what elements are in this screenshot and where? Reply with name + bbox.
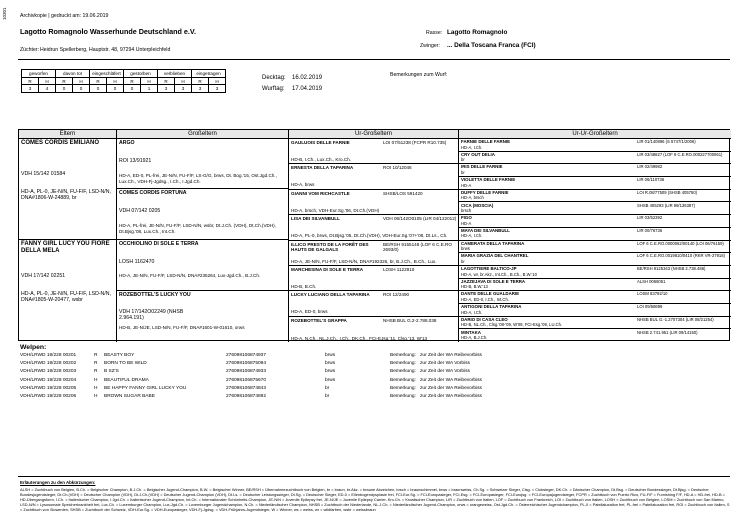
dog-name: COMES CORDIS EMILIANO [21, 140, 100, 146]
dog-reg: VDH 17/142 02251 [21, 273, 66, 279]
wurf-date: 17.04.2019 [292, 86, 323, 92]
puppy-sex: R [94, 353, 98, 358]
puppy-rem-label: Bemerkung: [390, 353, 416, 358]
dog-info: HD-B, NL.Ch., Clsg.'08-'09, W'09, FCI-Esg.'09, LU.Ch. [461, 322, 563, 328]
great-grandparent [289, 317, 459, 342]
dog-reg: LOSM 83792/10 [637, 291, 668, 297]
dog-info: HD-A, ED-0, I.Ch., Int.Ch. [461, 296, 509, 302]
puppy-sex: H [94, 377, 98, 383]
dog-info: HD-A, PL-0, JE-N/N, FU-F/F, LSD-N/N, DNA#1806-W-24889, br [21, 189, 111, 202]
dog-name: DARIO DI CASA CLEO [461, 316, 508, 322]
dog-info: br [461, 157, 465, 163]
puppy-reg: VDH/LRWD 19/228 00201 [20, 353, 77, 358]
dog-info: HD-A [461, 182, 472, 188]
dog-reg: VDH 17/142O02249 (NHSB 2.964.191) [119, 309, 184, 322]
count-value: 0 [90, 85, 107, 93]
breeder-label: Züchter: [20, 47, 40, 53]
dog-name: FIGO [461, 215, 472, 221]
puppy-name: BEASTY BOY [104, 353, 135, 358]
count-sub: R [56, 77, 73, 85]
great-great-grandparent [459, 139, 731, 152]
wurf-label: Wurftag: [262, 86, 285, 92]
dog-name: FANNY GIRL LUCY YOU FIORE DELLA MELA [21, 241, 110, 254]
dog-info: br [461, 169, 465, 175]
puppy-color: br [325, 394, 330, 399]
count-value: 3 [192, 85, 209, 93]
dog-name: IRIS DELLE FARNIE [461, 164, 503, 170]
dog-name: ANTIGONI DELLA TAPARINA [461, 304, 522, 310]
dog-info: HD-A, PL-0, JE-N/N, FU-F/F, LSD-N/N, DNA#1805-W-20477, wsbr [21, 291, 111, 304]
dog-name: MARCHESINA DI SOLE E TERRA [291, 267, 364, 272]
dog-reg: LOI R.08/77509 (SHSB 405750) [637, 189, 698, 195]
footer-title: Erläuterungen zu den Abkürzungen: [20, 480, 96, 485]
dog-info: HD-A, ED-0, brws [291, 309, 328, 315]
deck-label: Decktag: [262, 75, 286, 81]
dog-name: MINTAKA [461, 329, 481, 335]
count-value: 3 [158, 85, 175, 93]
count-sub: R [90, 77, 107, 85]
dog-name: VIOLETTA DELLE FARNIE [461, 177, 516, 183]
dog-info: HD-A, PL-frei, JE-N/N, FU-F/F, LSD-N/N, wsbr, Dt.J.Ch. (VDH), Dt.Ch.(VDH), Dt.Bjsg.'08, Lux.Ch., Int.Ch. [119, 223, 276, 234]
great-great-grandparent [459, 317, 731, 330]
dog-reg: LOI 09/58699 [637, 304, 663, 310]
dog-info: HD-A, brsch, VDH-Eur.Sg.'06, Dt.Ch.(VDH) [291, 207, 380, 213]
dog-name: CAMERATA DELLA TAPARINA [461, 240, 525, 246]
dog-reg: LOSH 1122910 [383, 267, 415, 272]
dog-reg: LOSH 1162470 [119, 259, 155, 266]
puppy-color: brws [325, 377, 336, 383]
dog-name: DANTE DELLE GUALDARIE [461, 291, 520, 297]
great-grandparent [289, 266, 459, 291]
col-header-grandparents: Großeltern [117, 130, 289, 139]
puppy-rem-label: Bemerkung: [390, 385, 416, 391]
puppy-rem-label: Bemerkung: [390, 394, 416, 399]
dog-name: ARGO [119, 140, 135, 146]
dog-name: ROZEBOTTEL'S LUCKY YOU [119, 292, 191, 298]
great-great-grandparent [459, 330, 731, 343]
kennel-value: ... Della Toscana Franca (FCI) [447, 42, 536, 49]
great-great-grandparent [459, 203, 731, 216]
great-great-grandparent [459, 266, 731, 279]
dog-name: GIANNI VOM RICHCASTLE [291, 190, 350, 196]
dog-name: LAGOTTIERE BALTICO-JP [461, 266, 517, 271]
dog-reg: SHSB/LOS 591420 [383, 190, 423, 196]
dog-info: HD-A, brsch [461, 195, 484, 201]
puppy-reg: VDH/LRWD 19/228 00202 [20, 361, 77, 367]
dog-reg: VDH 06/142O0105 (LIR 04/122012) [383, 216, 457, 222]
puppy-rem-label: Bemerkung: [390, 369, 416, 375]
puppy-color: brws [325, 369, 336, 375]
dog-info: HD-A, I.Ch. [461, 144, 483, 150]
puppy-reg: VDH/LRWD 19/228 00204 [20, 377, 77, 383]
count-sub: H [209, 77, 226, 85]
dog-reg: SHSB 405293 (LIR 99/136387) [637, 202, 695, 208]
dog-name: CRY OUT DELIA [461, 151, 495, 157]
great-great-grandparent [459, 279, 731, 292]
pedigree-table [18, 129, 730, 341]
col-header-parents: Eltern [19, 130, 117, 139]
dog-reg: LOF 6 C.E.RO.0000062/00140 (LOI 06/76159) [637, 240, 724, 246]
great-grandparent [289, 215, 459, 240]
dog-info: HD-A [461, 220, 472, 226]
dog-info: HD-B, B.W.'13 [461, 284, 488, 290]
great-great-grandparent [459, 291, 731, 304]
count-sub: H [141, 77, 158, 85]
dog-name: LUCKY LUCIANO DELLA TAPARINA [291, 292, 370, 298]
puppy-name: BEAUTIFUL DRAMA [104, 377, 149, 383]
count-sub: R [192, 77, 209, 85]
great-great-grandparent [459, 304, 731, 317]
col-header-great-grandparents: Ur-Großeltern [289, 130, 459, 139]
dog-info: HD-A, JE-N/N, FU-F/F, LSD-N/N, DNA#192326, br, B.J.Ch., B.Ch., Lux. [291, 258, 437, 264]
grandparent [117, 291, 289, 342]
puppy-rem-label: Bemerkung: [390, 377, 416, 383]
dog-info: HD-B, B.Ch. [291, 283, 317, 289]
count-value: 4 [39, 85, 56, 93]
great-great-grandparent [459, 253, 731, 266]
kennel-label: Zwinger: [420, 43, 440, 49]
great-great-grandparent [459, 164, 731, 177]
footer-text: ALSH = Zuchtbuch von Belgien, B.Ch. = Belgischer Champion, B.J.Ch. = Belgischer Jugend-Champion, B.W. = Belgischer Winner, BE/RSH = Übernahmezuchtbuch von Belgien, br = braun, br.Akz. = braune Abzeichen, brsch = braunschimmel, brws = braunweiss, Ch.Sg. = Schweizer Sieger, Clsg. = Clubsieger, DK.Ch. = Dänischer Champion, Dt.Bsg. = Deutscher Bundessieger, Dt.Bjsg. = Deutscher Bundesjugendsieger, Dt.Ch.(VDH) = Deutscher Champion (VDH), Dt.J.Ch.(VDH) = Deutscher Jugend-Champion (VDH), Dt.Ls. = Deutscher Leistungssieger, Dt.Sg. = Deutscher Sieger, ED-0 = Ellenbogendysplasie frei, FCI-Eur.Sg. = FCI-Europasieger, FCI-Esg. = FCI-Europasieger, FCI-Eurojsg. = FCI-Europajugendsieger, FCPR = Zuchtbuch von Puerto Rico, FU-F/F = Furnishing F/F, HD-A = HD-frei, HD-B = HD-Übergangsform, I.Ch. = Italienischer Champion, I.Jgd.Ch. = Italienischer Jugend-Champion, Int.Ch. = Internationaler Schönheits-Champion, JE-N/N = Juvenile Epilepsy frei, JE-N/JE = Juvenile Epilepsy Carrier, Kro.Ch. = Kroatischer Champion, LIR = Zuchtbuch von Italien, LOF = Zuchtbuch von Frankreich, LOI = Zuchtbuch von Italien, LOSH = Zuchtbuch von Belgien, LOSM = Zuchtbuch von San Marino, LSD-N/N = Lysosomale Speicherkrankheit frei, Lux.Ch. = Luxemburger Champion, Lux-Jgd.Ch. = Luxemburger Jugendchampion, N.Ch. = Niederländischer Champion, NHSB = Zuchtbuch der Niederlande, NL.J.Ch. = Niederländischer Jugend-Champion, orws = orangeweiss, Ost.Jgd.Ch. = Österreichischer Jugendchampion, PL-0 = Patellaluxation frei, PL-frei = Patellaluxation frei, ROI = Zuchtbuch von Italien, S = Zuchtbuch von Slowenien, SHSB = Zuchtbuch der Schweiz, VDH-Eur.Sg. = VDH-Europasieger, VDH-Fj-Jgdsg. = VDH-Frühjahrs-Jugendsieger, W = Winner, ws = weiss, wr = wildfarben, wsbr = weissbraun [20, 487, 730, 512]
dog-reg: LOF 6 C.E.RO.0019810/0410 (RKR VR-27918) [637, 253, 725, 259]
dog-reg: LOI 07/51238 (FCPR R10.735) [383, 140, 447, 145]
count-group: gestorben [124, 70, 158, 78]
dog-name: COMES CORDIS FORTUNA [119, 190, 187, 196]
puppy-chip: 276098106874937 [226, 353, 267, 358]
dog-reg: LIR 06/110736 [637, 177, 665, 183]
dog-name: GAULUOIS DELLE FARNIE [291, 140, 350, 145]
count-value: 0 [107, 85, 124, 93]
dog-reg: LIR 03/52392 [637, 215, 663, 221]
dog-reg: ROI 13/91921 [119, 158, 152, 165]
dog-reg: VDH 07/142 0205 [119, 208, 161, 215]
dog-reg: ROI 10/12046 [383, 165, 412, 171]
dog-name: LISA DEI SILVANBULL [291, 216, 340, 222]
side-code: 10301 [2, 7, 7, 20]
grandparent [117, 240, 289, 291]
dog-info: HD-A, PL-0, brws, Dt.Bjsg.'05, Dt.Ch.(VDH), VDH-Eur.Sg.'07+'08, Dt.Ls., Ch. [291, 233, 448, 239]
count-sub: R [124, 77, 141, 85]
puppy-sex: H [94, 385, 98, 391]
litter-counts-table [21, 69, 226, 93]
puppy-name: B SZ'S [104, 369, 119, 375]
dog-reg: VDH 15/142 01584 [21, 171, 66, 177]
dog-info: HD-A, N.Ch., NL.J.Ch., I.Ch., DK.Ch., FCI-EJsg.'11, Clsg.'13, W'13 [291, 335, 428, 341]
count-value: 3 [22, 85, 39, 93]
dog-name: ROZEBOTTEL'S GRAPPA [291, 317, 347, 323]
dog-info: HD-A, I.Ch. [461, 309, 483, 315]
parent-dam [19, 240, 117, 342]
puppy-chip: 276098106875094 [226, 361, 267, 367]
dog-info: HD-A, wr, br.Akz., Int.Ch., B.Ch., B.W.'10 [461, 271, 537, 277]
dog-reg: LIR 01/140896 (S 5747/1/2006) [637, 139, 696, 144]
club-name: Lagotto Romagnolo Wasserhunde Deutschland e.V. [20, 27, 196, 36]
puppy-rem-label: Bemerkung: [390, 361, 416, 367]
puppy-chip: 276098106874843 [226, 385, 267, 391]
breed-label: Rasse: [426, 30, 443, 36]
count-group: davon tot [56, 70, 90, 78]
count-group: eingetragen [192, 70, 226, 78]
count-value: 1 [141, 85, 158, 93]
great-grandparent [289, 241, 459, 266]
dog-reg: LIR 02/49982 [637, 164, 663, 170]
dog-name: ILLICO PRESTO DE LA FORÊT DES HAUTS DE GALGALS [291, 241, 369, 252]
count-value: 3 [209, 85, 226, 93]
puppy-chip: 276098106874933 [226, 369, 267, 375]
col-header-great-great-grandparents: Ur-Ur-Großeltern [459, 130, 731, 139]
puppy-name: BORN TO BE WILD [104, 361, 147, 367]
dog-reg: NHSB BUL G.2-2.788.038 [383, 317, 437, 323]
breeder-value: Heidrun Spellerberg, Hauptstr. 48, 97294 Unterpleichfeld [40, 47, 171, 53]
dog-reg: ALSH 0066051 [637, 278, 666, 284]
great-grandparent [289, 291, 459, 316]
count-sub: H [175, 77, 192, 85]
dog-info: HD-A, ED-0, PL-frei, JE-N/N, FU-F/F, LS-G/G, brws, Dt. Bog.'15, Ost.Jgd.Ch., Lux.Ch., VDH-Fj-Jgdsg., I.Ch., I.Jgd.Ch. [119, 173, 277, 184]
dog-reg: LIR 00/76736 [637, 227, 663, 233]
dog-info: HD-A, brws [291, 182, 315, 188]
deck-date: 16.02.2019 [292, 75, 323, 81]
puppy-name: BROWN SUGAR BABE [104, 394, 155, 399]
puppy-name: BE HAPPY FANNY GIRL LUCKY YOU [104, 385, 187, 391]
litter-remarks-label: Bemerkungen zum Wurf: [390, 72, 448, 78]
dog-info: HD-A, I.Ch. [461, 233, 483, 239]
count-sub: R [158, 77, 175, 85]
puppy-reg: VDH/LRWD 19/228 00203 [20, 369, 77, 375]
dog-info: br [461, 258, 465, 264]
count-group: verblieben [158, 70, 192, 78]
dog-reg: LIR 03/48827 (LOF 6 C.E.RO.000227700061) [637, 151, 723, 157]
footer-divider [18, 476, 730, 477]
great-great-grandparent [459, 228, 731, 241]
great-great-grandparent [459, 215, 731, 228]
parent-sire [19, 139, 117, 240]
puppy-sex: R [94, 369, 98, 375]
puppy-reg: VDH/LRWD 19/228 00205 [20, 385, 77, 391]
puppies-title: Welpen: [20, 344, 47, 351]
count-sub: H [39, 77, 56, 85]
puppy-reg: VDH/LRWD 19/228 00206 [20, 394, 77, 399]
puppy-rem: zur Zeit der WA Reibevorbiss [420, 353, 482, 358]
puppy-chip: 276098106875670 [226, 377, 267, 383]
dog-name: ERNESTA DELLA TAPARINA [291, 165, 354, 171]
count-value: 0 [56, 85, 73, 93]
count-sub: H [73, 77, 90, 85]
dog-info: HD-B, JE-N/JE, LSD-N/N, FU-F/F, DNA#1601-W-01610, orws [119, 324, 245, 330]
dog-info: HD-A, B.J.Ch. [461, 335, 488, 341]
puppy-rem: zur Zeit der WA Vorbiss [420, 369, 470, 375]
dog-name: JAZZEJAVA DI SOLE E TERRA [461, 278, 526, 284]
great-great-grandparent [459, 241, 731, 254]
puppy-sex: H [94, 394, 98, 399]
puppy-rem: zur Zeit der WA Reibevorbiss [420, 385, 482, 391]
puppy-color: brws [325, 361, 336, 367]
puppy-rem: zur Zeit der WA Reibevorbiss [420, 394, 482, 399]
dog-name: MARIA GRAZIA DEL CHANTREL [461, 253, 529, 259]
dog-reg: NHSB BUL G.-1.2707304 (LIR 08/21254) [637, 316, 714, 322]
count-sub: R [22, 77, 39, 85]
grandparent [117, 139, 289, 189]
great-grandparent [289, 164, 459, 189]
puppy-color: br [325, 385, 330, 391]
dog-name: OCCHIOLINO DI SOLE E TERRA [119, 241, 199, 247]
dog-reg: BE/RSH 9125343 (NHSB 2.738.486) [637, 266, 706, 271]
dog-name: CICA (MOSCIA) [461, 202, 494, 208]
great-great-grandparent [459, 152, 731, 165]
puppy-rem: zur Zeit der WA Vorbiss [420, 361, 470, 367]
great-great-grandparent [459, 190, 731, 203]
dog-name: FARNIE DELLE FARNIE [461, 139, 511, 144]
great-grandparent [289, 190, 459, 215]
puppy-rem: zur Zeit der WA Reibevorbiss [420, 377, 482, 383]
great-great-grandparent [459, 177, 731, 190]
dog-info: HD-A, JE-N/N, FU-F/F, LSD-N/N, DNA#235264, Lux-Jgd.Ch., B.J.Ch. [119, 273, 261, 279]
dog-info: brws [461, 246, 470, 252]
dog-info: brsch [461, 208, 472, 214]
dog-reg: ROI 12/2490 [383, 292, 410, 298]
count-value: 0 [124, 85, 141, 93]
puppy-color: brws [325, 353, 336, 358]
puppy-sex: R [94, 361, 98, 367]
count-value: 3 [175, 85, 192, 93]
count-sub: H [107, 77, 124, 85]
great-grandparent [289, 139, 459, 164]
count-group: geworfen [22, 70, 56, 78]
breed-value: Lagotto Romagnolo [447, 29, 508, 36]
dog-reg: NHSB 2.741.951 (LIR 09/14150) [637, 329, 698, 335]
dog-reg: BE/RSH 9155148 (LOF 6 C.E.RO 2693/0) [383, 241, 452, 252]
puppy-chip: 276098106874892 [226, 394, 267, 399]
grandparent [117, 189, 289, 240]
dog-name: DUFFY DELLE FARNIE [461, 189, 509, 195]
count-group: eingeschläfert [90, 70, 124, 78]
archive-note: Archivkopie | gedruckt am: 19.06.2019 [20, 13, 109, 19]
header-divider [18, 59, 730, 60]
dog-name: MAYA DEI SILVANBULL [461, 227, 510, 233]
count-value: 0 [73, 85, 90, 93]
dog-info: HD-B, I.Ch., Lux.Ch., Kro.Ch. [291, 156, 351, 162]
